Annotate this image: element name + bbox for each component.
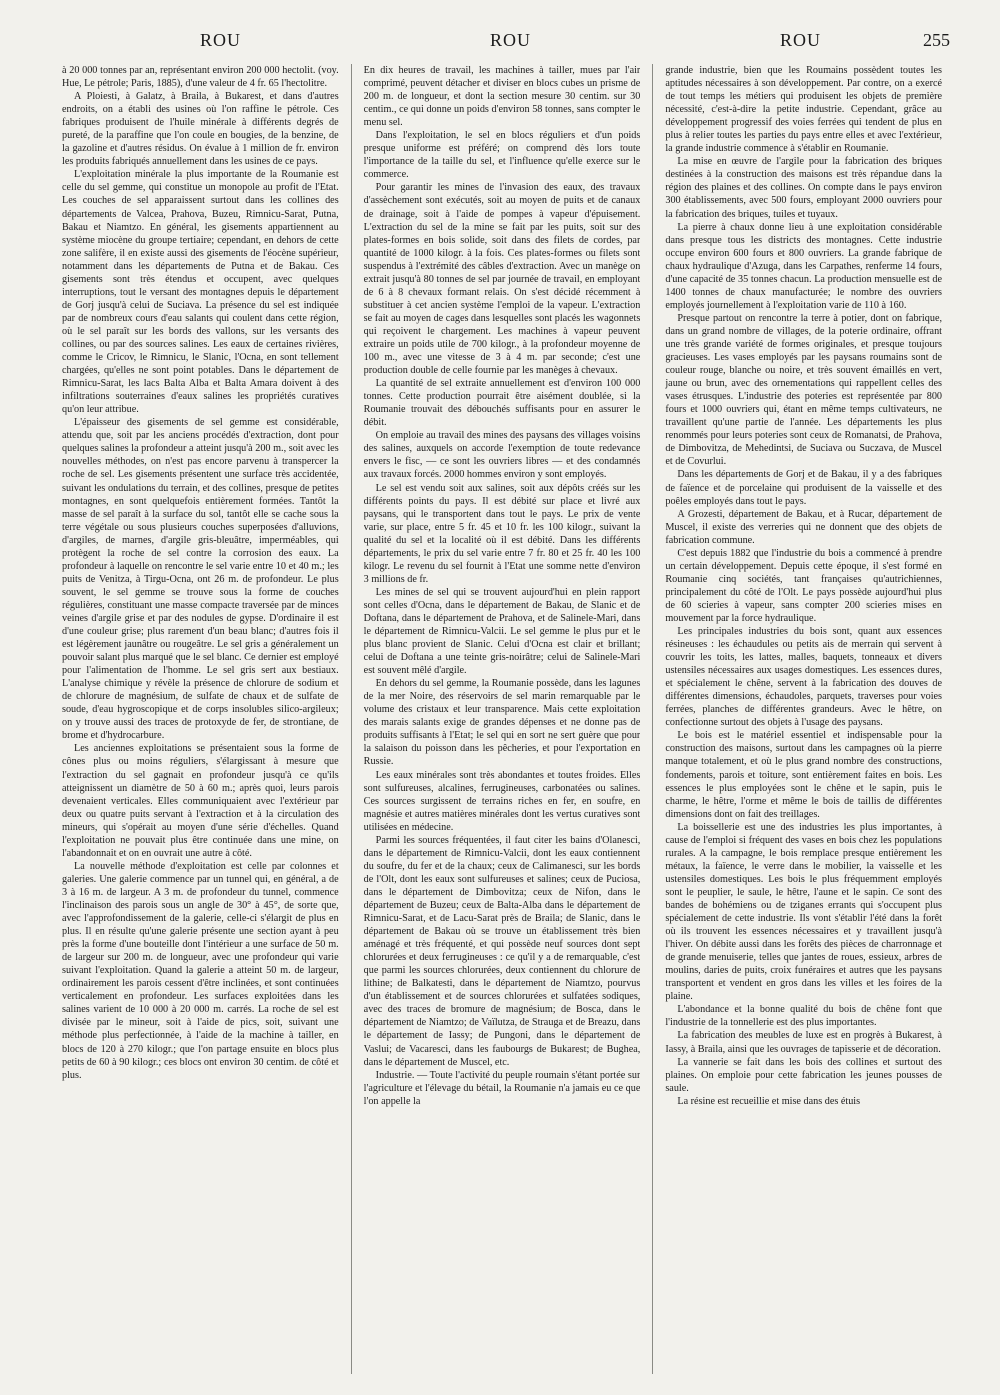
- column-3: [665, 64, 942, 1374]
- paragraph: Les eaux minérales sont très abondantes et toutes froides. Elles sont sulfureuses, alcalines, ferrugineuses, carbonatées ou salines. Ces sources surgissent de terrains riches en fer, en soufre, en magnésie et autres matières minérales dont les vertus curatives sont utilisées en médecine.: [363, 769, 641, 833]
- page-number: 255: [923, 30, 950, 50]
- paragraph: Le sel est vendu soit aux salines, soit aux dépôts créés sur les différents points du pays. Il est débité sur place et livré aux paysans, qui le transportent dans tout le pays. Le prix de vente varie, sur place, entre 5 fr. 45 et 10 fr. les 100 kilogr., suivant la qualité du sel et la localité où il est débité. Dans les différents départements, le prix du sel varie entre 7 fr. 80 et 25 fr. 40 les 100 kilogr. Le revenu du sel fournit à l'Etat une somme nette d'environ 3 millions de fr.: [363, 482, 641, 585]
- paragraph: A Ploiesti, à Galatz, à Braila, à Bukarest, et dans d'autres endroits, on a établi des usines où l'on raffine le pétrole. Ces fabriques produisent de l'huile minérale à différents degrés de pureté, de la paraffine que l'on coule en bougies, de la benzine, de la gazoline et d'autres résidus. On évalue à 1 million de fr. environ les produits fabriqués annuellement dans les usines de ce pays.: [62, 91, 339, 168]
- paragraph: à 20 000 tonnes par an, représentant environ 200 000 hectolit. (voy. Hue, Le pétrole; Paris, 1885), d'une valeur de 4 fr. 65 l'hectolitre.: [62, 65, 339, 90]
- paragraph: Dans les départements de Gorj et de Bakau, il y a des fabriques de faïence et de porcelaine qui produisent de la vaisselle et des poêles employés dans tout le pays.: [665, 469, 942, 507]
- paragraph: La pierre à chaux donne lieu à une exploitation considérable dans presque tous les districts des montagnes. Cette industrie occupe environ 600 fours et 800 ouvriers. La grande fabrique de chaux hydraulique d'Azuga, dans les Carpathes, renferme 14 fours, d'une capacité de 35 tonnes chacun. La production mensuelle est de 1400 tonnes de chaux manufacturée; le nombre des ouvriers employés journellement à l'exploitation varie de 110 à 160.: [665, 221, 942, 311]
- paragraph: La quantité de sel extraite annuellement est d'environ 100 000 tonnes. Cette production pourrait être aisément doublée, si la Roumanie trouvait des débouchés suffisants pour en assurer le débit.: [363, 378, 641, 429]
- paragraph: La vannerie se fait dans les bois des collines et surtout des plaines. On emploie pour cette fabrication les jeunes pousses de saule.: [665, 1056, 942, 1094]
- paragraph: grande industrie, bien que les Roumains possèdent toutes les aptitudes nécessaires à son développement. Par contre, on a exercé de tout temps les métiers qui produisent les objets de première nécessité, c'est-à-dire la petite industrie. Cependant, grâce au développement progressif des voies ferrées qui tendent de plus en plus à relier toutes les parties du pays entre elles et avec l'extérieur, la grande industrie commence à s'établir en Roumanie.: [665, 65, 942, 155]
- paragraph: Les principales industries du bois sont, quant aux essences résineuses : les échaudules ou petits ais de merrain qui servent à couvrir les toits, les lattes, malles, baquets, tonneaux et divers ustensiles nécessaires aux usages domestiques. Les essences dures, et spécialement le chêne, servent à la fabrication des douves de différentes dimensions, échaudoles, parquets, traverses pour voies ferrées, planches de différentes grandeurs. Avec le hêtre, on confectionne surtout des objets à l'usage des paysans.: [665, 626, 942, 729]
- paragraph: L'exploitation minérale la plus importante de la Roumanie est celle du sel gemme, qui constitue un monopole au profit de l'Etat. Les couches de sel apparaissent surtout dans les collines des départements de Valcea, Prahova, Buzeu, Rimnicu-Sarat, Putna, Bakau et Niamtzo. En général, les gisements appartiennent au système miocène du groupe tertiaire; cependant, en dehors de cette zone salifère, il en existe aussi des gisements de l'éocène supérieur, notamment dans les départements de Putna et de Bakau. Ces gisements sont très étendus et occupent, avec quelques interruptions, tout le versant des montagnes depuis le département de Gorj jusqu'à celui de Suciava. La présence du sel est indiquée par de nombreux cours d'eau salants qui coulent dans cette région, où le sel paraît sur les bords des vallons, sur les versants des collines, ou par des sources salines. Les eaux de certaines rivières, comme le Cricov, le Rimnicu, le Slanic, l'Ocna, en sont tellement chargées, qu'elles ne sont point potables. Dans le département de Rimnicu-Sarat, les lacs Balta Alba et Balta Amara doivent à des infiltrations souterraines d'eaux salines les propriétés curatives qu'on leur attribue.: [62, 169, 339, 416]
- paragraph: La boissellerie est une des industries les plus importantes, à cause de l'emploi si fréquent des vases en bois chez les populations rurales. A la campagne, le bois remplace presque entièrement les métaux, la faïence, le verre dans le mobilier, la vaisselle et les ustensiles domestiques. Les bois le plus fréquemment employés sont le peuplier, le saule, le hêtre, l'aune et le sapin. Ce sont des bandes de bohémiens ou de tziganes errants qui s'occupent plus spécialement de cette industrie. Ils vont s'établir l'été dans la forêt où ils trouvent les essences nécessaires et y travaillent jusqu'à l'hiver. On débite aussi dans les forêts des pièces de charronnage et de grande menuiserie, telles que jantes de roues, essieux, arbres de moulins, daries de puits, croix funéraires et autres que les paysans transportent et vendent en gros dans les villes et les foires de la plaine.: [665, 821, 942, 1003]
- paragraph: En dix heures de travail, les machines à tailler, mues par l'air comprimé, peuvent détacher et diviser en blocs cubes un prisme de 200 m. de longueur, et dont la section mesure 30 centim. sur 30 centim., ce qui donne un poids d'environ 58 tonnes, sans compter le menu sel.: [363, 65, 641, 129]
- paragraph: C'est depuis 1882 que l'industrie du bois a commencé à prendre un certain développement. Depuis cette époque, il s'est formé en Roumanie cinq sociétés, tant françaises qu'autrichiennes, principalement du côté de l'Olt. Le pays possède aujourd'hui plus de 60 scieries à vapeur, sans compter 200 scieries mises en mouvement par la force hydraulique.: [665, 547, 942, 624]
- paragraph: Parmi les sources fréquentées, il faut citer les bains d'Olanesci, dans le département de Rimnicu-Valcii, dont les eaux contiennent du soufre, du fer et de la chaux; ceux de Calimanesci, sur les bords de l'Olt, dont les eaux sont sulfureuses et salines; ceux de Puciosa, dans le département de Dimbovitza; ceux de Nifon, dans le département de Buzeu; ceux de Balta-Alba dans le département de Rimnicu-Sarat, et de Lacu-Sarat près de Braila; de Slanic, dans le département de Bakau où se trouve un établissement très bien aménagé et très fréquenté, et qui possède neuf sources dont sept chlorurées et deux ferrugineuses : ce qu'il y a de remarquable, c'est que parmi les sources chlorurées, deux contiennent du chlorure de lithine; de Balkatesti, dans le département de Niamtzo, pourvus d'un établissement et de sources chlorurées et sulfatées sodiques, avec des traces de bromure de magnésium; de Bosca, dans le département de Niamtzo; de Vaïlutza, de Strauga et de Breazu, dans le département de Iassy; de Pungoni, dans le département de Vaslui; de Vacaresci, dans les faubourgs de Bukarest; de Bughea, dans le département de Muscel, etc.: [363, 834, 641, 1068]
- paragraph: A Grozesti, département de Bakau, et à Rucar, département de Muscel, il existe des verreries qui ne donnent que des objets de fabrication commune.: [665, 508, 942, 546]
- paragraph: La mise en œuvre de l'argile pour la fabrication des briques destinées à la construction des maisons est très répandue dans la région des plaines et des collines. On compte dans le pays environ 300 établissements, avec 500 fours, employant 2000 ouvriers pour la fabrication des briques, tuiles et tuyaux.: [665, 156, 942, 220]
- paragraph: L'épaisseur des gisements de sel gemme est considérable, attendu que, soit par les anciens procédés d'extraction, dont pour quelques salines la profondeur a atteint jusqu'à 200 m., soit avec les nouvelles méthodes, on n'est pas encore parvenu à transpercer la roche de sel. Les gisements présentent une surface très accidentée, suivant les ondulations du terrain, et des collines, presque de petites montagnes, en sont quelquefois entièrement formées. Tantôt la masse de sel paraît à la surface du sol, tantôt elle se cache sous la terre végétale ou sous plusieurs couches superposées d'alluvions, d'argiles, de marnes, d'argile gris-bleuâtre, imperméables, qui protègent la roche de sel contre la corrosion des eaux. La profondeur à laquelle on rencontre le sel varie entre 10 et 40 m.; les puits de Venitza, à Tirgu-Ocna, ont 26 m. de profondeur. Le plus souvent, le sel gemme se trouve sous la forme de couches régulières, constituant une masse compacte traversée par de minces veines d'argile grise et par des nodules de gypse. D'ordinaire il est d'une couleur grise; plus rarement d'un beau blanc; d'autres fois il est légèrement jaunâtre ou rougeâtre. Le sel gris a généralement un pouvoir salant plus marqué que le sel blanc. Ce dernier est employé pour l'alimentation de l'homme. Le sel gris sert aux bestiaux. L'analyse chimique y révèle la présence de chlorure de sodium et de chlorure de magnésium, de sulfate de chaux et de sulfate de soude, d'eau hygroscopique et de corps insolubles silico-argileux; on y trouve aussi des traces de protoxyde de fer, de strontiane, de brome et d'hydrocarbure.: [62, 417, 339, 742]
- paragraph: Pour garantir les mines de l'invasion des eaux, des travaux d'assèchement sont exécutés, soit au moyen de puits et de canaux de drainage, soit à l'aide de pompes à vapeur d'épuisement. L'extraction du sel de la mine se fait par les puits, soit sur des plates-formes en bois solide, soit dans des filets de cordes, par quantité de 1000 kilogr. à la fois. Ces plates-formes ou filets sont suspendus à l'extrémité des câbles d'extraction. Avec un manège on extrait jusqu'à 80 tonnes de sel par journée de travail, en employant de 6 à 8 chevaux formant relais. On s'est décidé récemment à substituer à cet ancien système l'emploi de la vapeur. L'extraction se fait au moyen de cages dans lesquelles sont placés les wagonnets qui reçoivent le chargement. Les machines à vapeur peuvent extraire un poids utile de 700 kilogr., à la profondeur moyenne de 100 m., avec une vitesse de 3 à 4 m. par seconde; c'est une production double de celle fournie par les manèges à chevaux.: [363, 182, 641, 377]
- paragraph: Industrie. — Toute l'activité du peuple roumain s'étant portée sur l'agriculture et l'élevage du bétail, la Roumanie n'a jamais eu ce que l'on appelle la: [363, 1069, 641, 1107]
- column-1: [62, 64, 339, 1374]
- paragraph: Les mines de sel qui se trouvent aujourd'hui en plein rapport sont celles d'Ocna, dans le département de Bakau, de Slanic et de Doftana, dans le département de Prahova, et de Salinele-Mari, dans le département de Rimnicu-Valcii. Le sel gemme le plus pur et le plus blanc provient de Slanic. Celui d'Ocna est clair et brillant; celui de Doftana a une teinte gris-noirâtre; celui de Salinele-Mari est souvent mêlé d'argile.: [363, 586, 641, 677]
- header-right-word: ROU: [780, 30, 822, 50]
- text-columns: [62, 64, 942, 1374]
- header-left-word: ROU: [200, 30, 242, 50]
- paragraph: Le bois est le matériel essentiel et indispensable pour la construction des maisons, surtout dans les campagnes où la pierre manque totalement, et où le plus grand nombre des constructions, fondements, parois et toiture, sont entièrement faites en bois. Les essences le plus employées sont le chêne et le sapin, puis le charme, le hêtre, l'orme et même le bois de taillis de différentes dimensions dont on fait des treillages.: [665, 730, 942, 820]
- column-rule: [351, 64, 352, 1374]
- column-rule: [652, 64, 653, 1374]
- paragraph: Les anciennes exploitations se présentaient sous la forme de cônes plus ou moins réguliers, s'élargissant à mesure que l'extraction du sel gagnait en profondeur jusqu'à ce qu'ils atteignissent un diamètre de 50 à 60 m.; après quoi, leurs parois devenaient verticales. Elles communiquaient avec l'extérieur par deux ou quatre puits servant à l'extraction et à la circulation des mineurs, qui s'opérait au moyen d'une série d'échelles. Quand l'exploitation ne pouvait plus être continuée dans une mine, on l'abandonnait et on en ouvrait une autre à côté.: [62, 743, 339, 859]
- paragraph: La résine est recueillie et mise dans des étuis: [677, 1095, 861, 1107]
- paragraph: La fabrication des meubles de luxe est en progrès à Bukarest, à Iassy, à Braila, ainsi que les ouvrages de tapisserie et de décoration.: [665, 1030, 942, 1055]
- header-center-word: ROU: [490, 30, 532, 50]
- paragraph: La nouvelle méthode d'exploitation est celle par colonnes et galeries. Une galerie commence par un tunnel qui, en général, a de 3 à 16 m. de largeur. A 3 m. de profondeur du tunnel, commence l'inclinaison des parois sous un angle de 30° à 45°, de sorte que, avec l'approfondissement de la galerie, celle-ci s'élargit de plus en plus. Il en résulte qu'une galerie présente une section ayant à peu près la forme d'une bouteille dont l'intérieur a une surface de 50 m. de largeur sur 200 m. de longueur, avec une profondeur qui varie suivant l'exploitation. Quand la galerie a atteint 50 m. de largeur, ordinairement les parois cessent d'être inclinées, et sont continuées verticalement en profondeur. Les surfaces exploitées dans les salines varient de 10 000 à 20 000 m. carrés. La roche de sel est divisée par le mineur, soit à l'aide de pics, soit, suivant une méthode plus perfectionnée, à l'aide de la machine à tailler, en blocs de 120 à 270 kilogr.; que l'on partage ensuite en blocs plus petits de 60 à 90 kilogr.; ces blocs ont environ 30 centim. de côté et plus.: [62, 860, 339, 1081]
- paragraph: En dehors du sel gemme, la Roumanie possède, dans les lagunes de la mer Noire, des réservoirs de sel marin remarquable par le volume des cristaux et leur transparence. Mais cette exploitation des marais salants exige de grandes dépenses et ne donne pas de produits suffisants à l'Etat; le sel qui en sort ne sert guère que pour la salaison du poisson dans les pêcheries, et pour l'exportation en Russie.: [363, 678, 641, 768]
- paragraph: On emploie au travail des mines des paysans des villages voisins des salines, auxquels on accorde l'exemption de toute redevance envers le fisc, — ce sont les ouvriers libres — et des condamnés aux travaux forcés. 2000 hommes environ y sont employés.: [363, 430, 641, 481]
- paragraph: Dans l'exploitation, le sel en blocs réguliers et d'un poids presque uniforme est préféré; on comprend dès lors toute l'importance de la taille du sel, et l'influence qu'elle exerce sur le commerce.: [363, 130, 641, 181]
- running-header: [60, 30, 950, 58]
- paragraph: L'abondance et la bonne qualité du bois de chêne font que l'industrie de la tonnellerie est des plus importantes.: [665, 1004, 942, 1029]
- paragraph: Presque partout on rencontre la terre à potier, dont on fabrique, dans un grand nombre de villages, de la poterie ordinaire, offrant une très grande variété de formes originales, et presque toujours gracieuses. Les vases employés par les paysans roumains sont de couleur rouge, blanche ou noire, et très souvent émaillés en vert, jaune ou brun, avec des ornementations qui rappellent celles des vases étrusques. L'industrie des poteries est représentée par 800 fours et 1000 ouvriers qui, étant en même temps cultivateurs, ne travaillent qu'une partie de l'année. Les départements les plus renommés pour leurs poteries sont ceux de Romanatsi, de Prahova, de Dimbovitza, de Mehedintsi, de Suciava ou Suczava, de Muscel et de Covurlui.: [665, 312, 942, 468]
- column-2: [364, 64, 641, 1374]
